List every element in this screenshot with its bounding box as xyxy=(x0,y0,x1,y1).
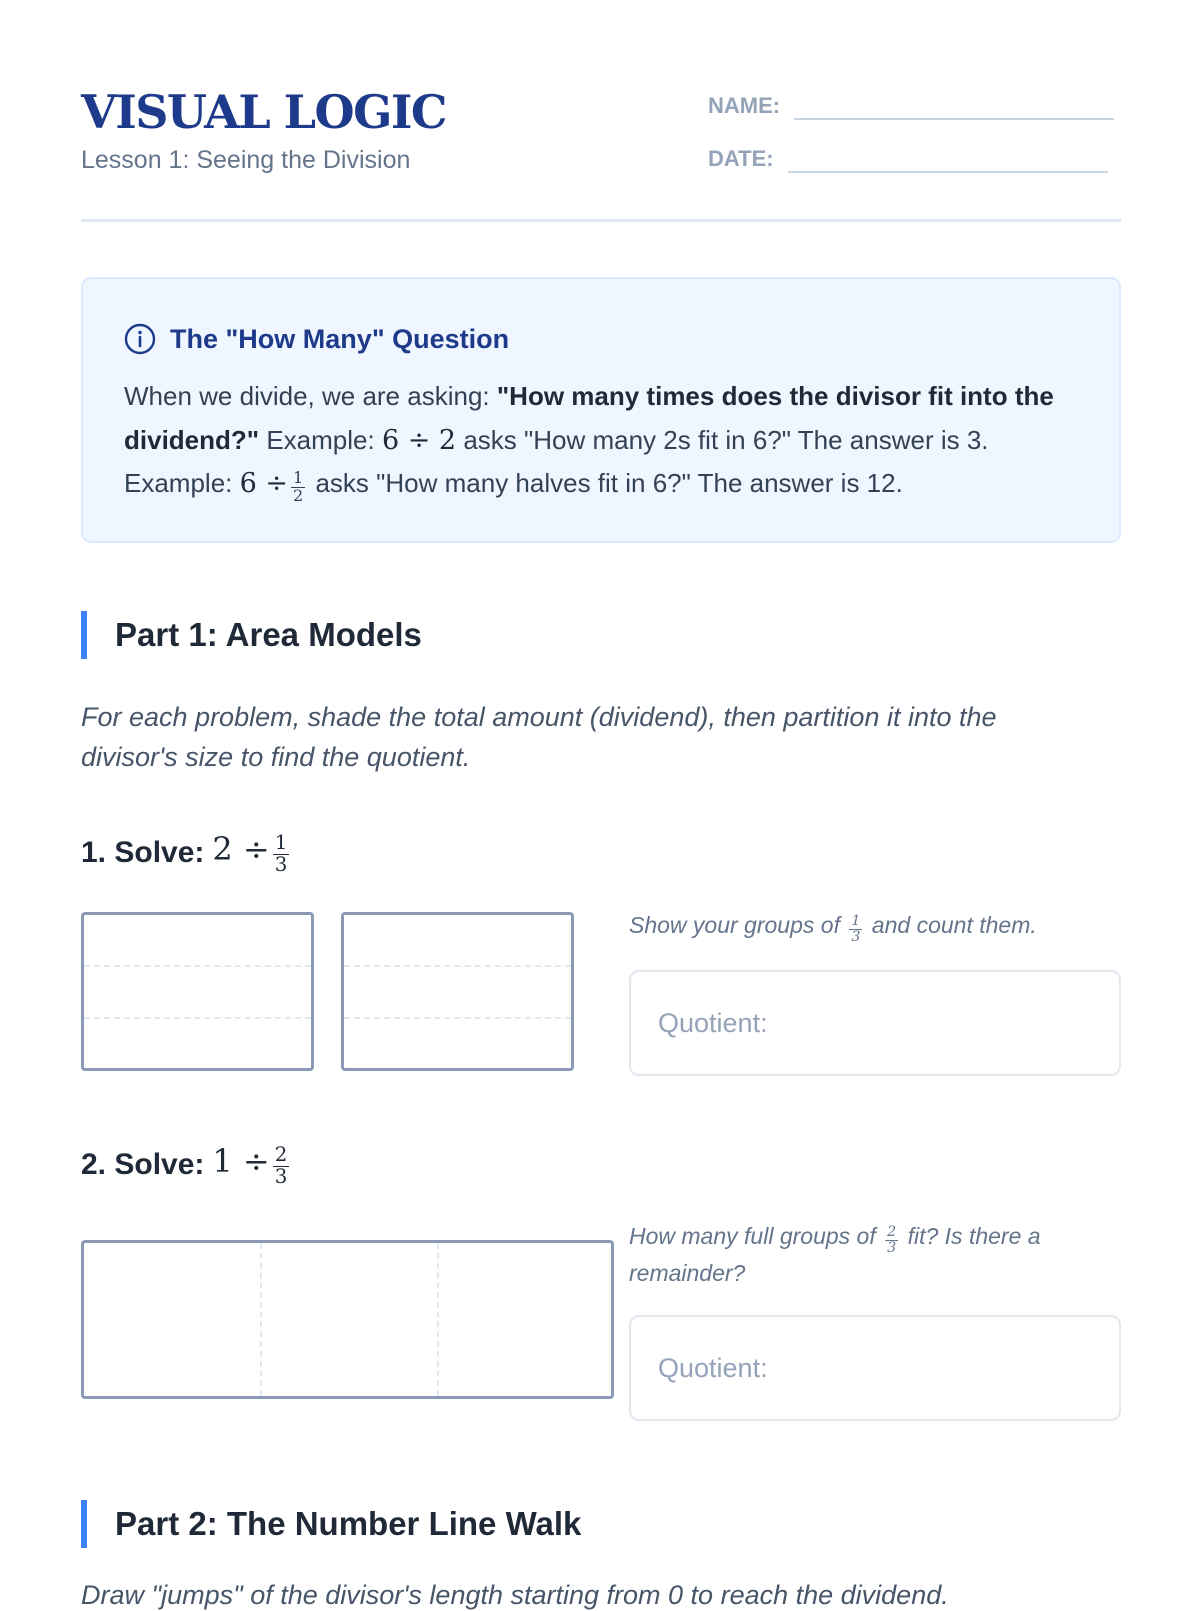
problem-2-fraction xyxy=(273,1145,290,1188)
part2-heading xyxy=(81,1500,1121,1548)
problem-2-expression xyxy=(212,1142,292,1188)
partition-line xyxy=(437,1243,439,1396)
callout-example1-prefix: Example: xyxy=(259,424,382,455)
fraction-denominator: 3 xyxy=(274,1164,288,1188)
problem-2-hint xyxy=(629,1219,1109,1290)
name-label: NAME: xyxy=(708,93,781,118)
fraction-numerator: 2 xyxy=(274,1143,288,1167)
hint-text-after: and count them. xyxy=(865,912,1037,938)
callout-body xyxy=(124,375,1077,506)
callout-title: The "How Many" Question xyxy=(170,323,510,354)
info-callout xyxy=(81,277,1121,543)
callout-bold-question: "How many times does the divisor fit into the dividend?" xyxy=(124,381,1054,455)
partition-line xyxy=(84,1017,311,1019)
problem-1-whole: 2 ÷ xyxy=(212,830,270,868)
area-model-whole-2[interactable] xyxy=(341,912,574,1071)
callout-header xyxy=(124,321,1077,357)
area-model-whole-1[interactable] xyxy=(81,912,314,1071)
fraction-denominator: 2 xyxy=(293,485,304,505)
fraction-denominator: 3 xyxy=(851,928,861,945)
problem-2-number: 2. Solve: xyxy=(81,1147,205,1181)
problem-2-label xyxy=(81,1142,292,1188)
date-blank-line[interactable] xyxy=(788,139,1108,173)
part2-title: Part 2: The Number Line Walk xyxy=(115,1505,582,1542)
hint-text-before: How many full groups of xyxy=(629,1223,883,1249)
callout-intro: When we divide, we are asking: xyxy=(124,381,497,411)
hint-text-before: Show your groups of xyxy=(629,912,847,938)
worksheet-page xyxy=(81,0,1121,1610)
callout-example2-text: asks "How many halves fit in 6?" The answer is 12. xyxy=(308,468,903,498)
fraction-numerator: 1 xyxy=(851,912,861,929)
hint-fraction xyxy=(885,1225,898,1256)
example2-expression: 6 ÷ xyxy=(239,468,288,499)
problem-1-answer-box[interactable] xyxy=(629,970,1121,1076)
fraction-denominator: 3 xyxy=(274,852,288,876)
problem-1-label xyxy=(81,830,292,876)
partition-line xyxy=(84,965,311,967)
fraction-denominator: 3 xyxy=(887,1239,897,1256)
hint-text-after: fit? Is there a remainder? xyxy=(629,1223,1041,1286)
part2-instructions: Draw "jumps" of the divisor's length starting from 0 to reach the dividend. xyxy=(81,1580,949,1610)
fraction-numerator: 1 xyxy=(274,831,288,855)
callout-example1-text: asks "How many 2s fit in 6?" The answer is 3. Example: xyxy=(124,424,989,498)
fraction-numerator: 1 xyxy=(293,467,304,487)
part1-title: Part 1: Area Models xyxy=(115,616,422,653)
date-field xyxy=(708,139,1108,173)
partition-line xyxy=(260,1243,262,1396)
partition-line xyxy=(344,965,571,967)
example2-fraction xyxy=(291,467,305,505)
example1-expression: 6 ÷ 2 xyxy=(381,424,457,456)
worksheet-header xyxy=(81,0,1121,222)
problem-1-number: 1. Solve: xyxy=(81,835,205,869)
part1-instructions: For each problem, shade the total amount (dividend), then partition it into the divisor's size to find the quotient. xyxy=(81,702,997,772)
area-model-bar[interactable] xyxy=(81,1240,614,1399)
quotient-label: Quotient: xyxy=(658,1352,768,1383)
problem-2-answer-box[interactable] xyxy=(629,1315,1121,1421)
quotient-label: Quotient: xyxy=(658,1007,768,1038)
date-label: DATE: xyxy=(708,146,774,171)
part1-heading xyxy=(81,611,1121,659)
problem-1-hint xyxy=(629,908,1109,945)
problem-2-whole: 1 ÷ xyxy=(212,1142,270,1180)
info-icon xyxy=(124,323,156,355)
hint-fraction xyxy=(849,914,862,945)
worksheet-title: VISUAL LOGIC xyxy=(81,85,447,139)
fraction-numerator: 2 xyxy=(887,1223,897,1240)
lesson-subtitle: Lesson 1: Seeing the Division xyxy=(81,146,411,174)
problem-1-fraction xyxy=(273,833,290,876)
partition-line xyxy=(344,1017,571,1019)
name-field xyxy=(708,86,1114,120)
name-blank-line[interactable] xyxy=(794,86,1114,120)
problem-1-expression xyxy=(212,830,292,876)
